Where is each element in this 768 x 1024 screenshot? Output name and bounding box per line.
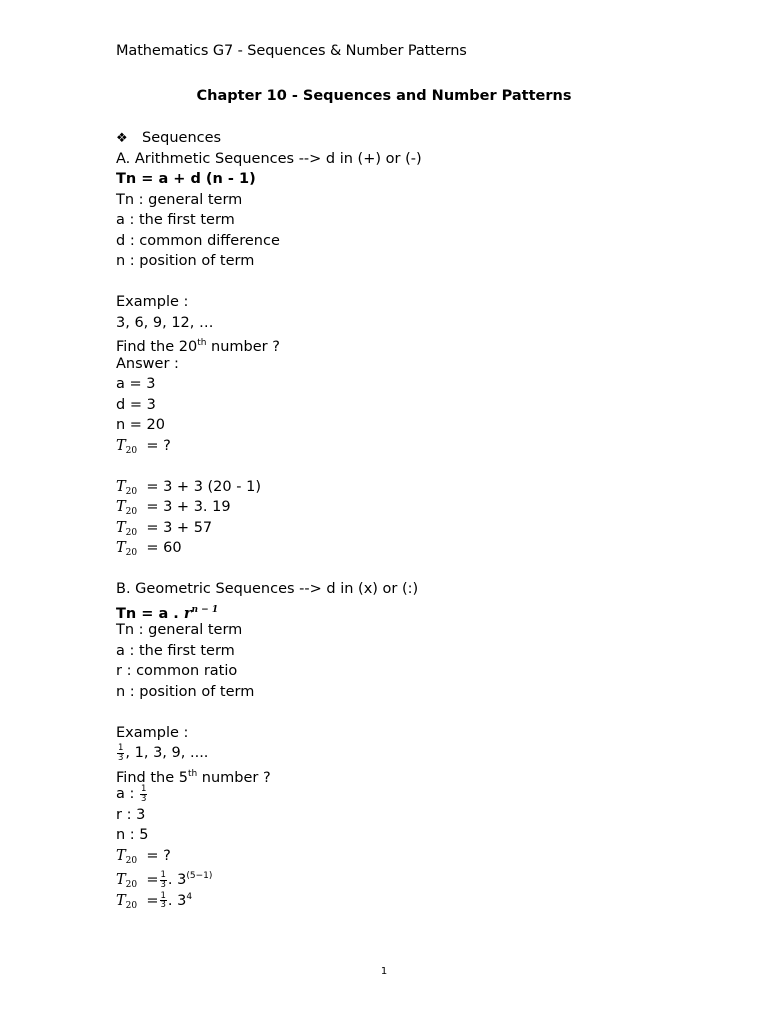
geo-def: n : position of term (116, 683, 255, 700)
arith-step: $T_{20} = 3 + 3$. 19 (116, 499, 231, 517)
t-symbol: $T_{20}$ (116, 499, 138, 517)
fraction: $\frac{1}{3}$ (118, 743, 124, 763)
arith-title: A. Arithmetic Sequences --> d in (+) or (-) (116, 150, 422, 167)
t-symbol: $T_{20}$ (116, 892, 138, 911)
arith-def: Tn : general term (116, 191, 243, 208)
arith-formula: Tn = a + d (n - 1) (116, 171, 256, 187)
arith-step: $T_{20} = 60$ (116, 540, 182, 558)
arith-unknown: $T_{20}$ = ? (116, 437, 171, 456)
t-symbol: $T_{20}$ (116, 847, 138, 866)
geo-given: n : 5 (116, 827, 149, 843)
geo-given: r : 3 (116, 806, 146, 823)
arith-question: Find the 20th number ? (116, 338, 280, 355)
t-symbol: $T_{20}$ (116, 872, 138, 890)
arith-given: d = 3 (116, 396, 156, 413)
arith-def: d : common difference (116, 232, 280, 249)
sequences-heading-text: Sequences (142, 130, 222, 146)
arith-given: n = 20 (116, 417, 166, 433)
arith-example-label: Example : (116, 294, 189, 310)
geo-title: B. Geometric Sequences --> d in (x) or (:) (116, 581, 419, 597)
arith-sequence: 3, 6, 9, 12, … (116, 314, 214, 331)
geo-example-label: Example : (116, 724, 189, 741)
geo-step: $T_{20}$ = $\frac{1}{3}$ . $3^{(5-1)}$ (116, 870, 213, 890)
sequences-heading (116, 128, 676, 149)
t-symbol: $T_{20}$ (116, 437, 138, 456)
geo-given-a: a : $\frac{1}{3}$ (116, 784, 147, 804)
geo-def: Tn : general term (116, 622, 243, 638)
arith-def: n : position of term (116, 253, 255, 269)
t-symbol: $T_{20}$ (116, 478, 138, 497)
arith-step: $T_{20} = 3 + 3$ (20 - 1) (116, 478, 261, 497)
page-header: Mathematics G7 - Sequences & Number Patterns (116, 43, 467, 59)
arith-answer-label: Answer : (116, 355, 179, 372)
diamond-bullet-icon: ❖ (116, 131, 128, 146)
geo-formula: Tn = a . $r^{n - 1}$ (116, 604, 219, 622)
t-symbol: $T_{20}$ (116, 519, 138, 538)
fraction: $\frac{1}{3}$ (141, 784, 147, 804)
arith-given: a = 3 (116, 376, 156, 392)
fraction: $\frac{1}{3}$ (160, 870, 166, 890)
arith-def: a : the first term (116, 212, 235, 228)
geo-def: a : the first term (116, 642, 235, 659)
page-number: 1 (380, 966, 388, 977)
geo-def: r : common ratio (116, 663, 238, 679)
geo-step: $T_{20}$ = $\frac{1}{3}$ . $3^4$ (116, 890, 193, 911)
t-symbol: $T_{20}$ (116, 540, 138, 558)
content-body (116, 128, 676, 911)
geo-sequence: $\frac{1}{3}$ , 1, 3, 9, .... (118, 743, 209, 763)
chapter-title: Chapter 10 - Sequences and Number Patterns (196, 88, 572, 104)
fraction: $\frac{1}{3}$ (160, 890, 166, 910)
arith-step: $T_{20} = 3 + 57$ (116, 519, 213, 538)
geo-unknown: $T_{20}$ = ? (116, 847, 171, 866)
geo-question: Find the 5th number ? (116, 768, 271, 786)
